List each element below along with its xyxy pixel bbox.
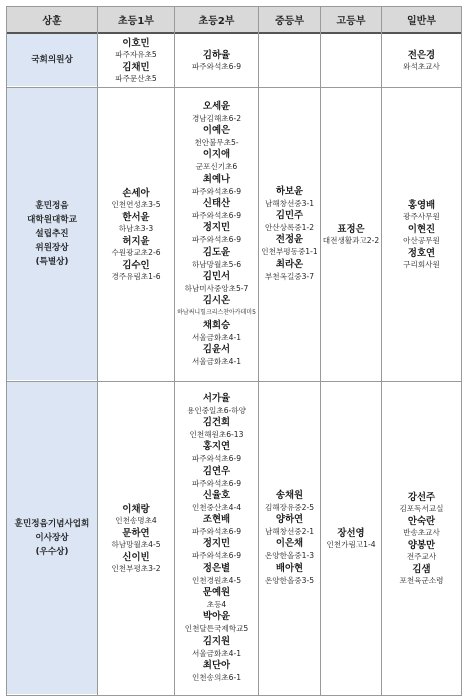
winner-entry <box>192 247 241 271</box>
winner-entry <box>192 636 241 660</box>
winner-entry <box>192 441 241 465</box>
winner-name: 김민서 <box>202 270 231 282</box>
winner-list-high <box>321 224 381 246</box>
winner-name: 정호연 <box>407 247 436 259</box>
winner-name: 허지윤 <box>122 235 150 247</box>
winner-entry <box>115 504 157 526</box>
winner-affiliation: 파주와석초6-9 <box>191 211 242 221</box>
header-award: 상훈 <box>7 7 97 32</box>
winner-name: 최단아 <box>202 659 231 671</box>
winner-affiliation: 구리회사원 <box>403 259 440 269</box>
winner-name: 전은경 <box>407 49 436 61</box>
winner-affiliation: 인천송명초4 <box>115 515 157 525</box>
winner-name: 김하율 <box>202 49 231 61</box>
winner-list-general <box>382 200 461 270</box>
winner-entry <box>192 538 241 562</box>
winner-entry <box>192 490 241 514</box>
winner-entry <box>407 540 436 562</box>
winner-affiliation: 용인중일초6-하양 <box>187 405 246 415</box>
winner-name: 양봉만 <box>407 539 436 551</box>
winner-name: 신율호 <box>202 489 231 501</box>
winner-entry <box>265 210 314 234</box>
winner-affiliation: 인천해원초6-13 <box>189 429 244 439</box>
winner-name: 이현진 <box>407 223 436 235</box>
winner-name: 배아현 <box>275 562 304 574</box>
winner-affiliation: 서울금화초4-1 <box>191 356 242 366</box>
winner-entry <box>192 101 241 125</box>
winner-name: 홍영배 <box>407 199 436 211</box>
winner-entry <box>185 611 249 635</box>
winner-entry <box>187 393 246 417</box>
winner-affiliation: 인천송의초6-1 <box>191 672 242 682</box>
winner-affiliation: 천안불무초5- <box>194 138 239 148</box>
winner-entry <box>265 259 314 283</box>
winner-entry <box>403 224 440 246</box>
winner-entry <box>192 222 241 246</box>
winner-entry <box>111 260 160 282</box>
header-high: 고등부 <box>321 7 381 32</box>
winner-name: 서가율 <box>202 392 231 404</box>
winner-affiliation: 인천경원초4-5 <box>191 575 242 585</box>
winner-name: 최라온 <box>275 258 304 270</box>
winner-name: 신이빈 <box>122 551 150 563</box>
winner-affiliation: 와석초교사 <box>403 61 440 71</box>
winner-affiliation: 파주와석초6-9 <box>191 454 242 464</box>
winner-affiliation: 남해창선중2-1 <box>264 527 315 537</box>
winner-name: 안숙란 <box>407 515 436 527</box>
winner-affiliation: 경주유림초1-6 <box>111 271 161 281</box>
winner-affiliation: 수원광교초2-6 <box>111 247 161 257</box>
winner-affiliation: 서울금화초4-1 <box>191 648 242 658</box>
winner-name: 조현배 <box>202 514 231 526</box>
winner-affiliation: 파주와석초6-9 <box>191 235 242 245</box>
winner-name: 한서윤 <box>122 211 150 223</box>
winner-name: 양하연 <box>275 514 304 526</box>
winner-name: 김건희 <box>202 416 231 428</box>
winner-affiliation: 인천부평초3-2 <box>111 563 161 573</box>
winner-name: 김연우 <box>202 465 231 477</box>
winner-name: 오세윤 <box>202 100 231 112</box>
winner-entry <box>192 466 241 490</box>
winner-list-elementary-2 <box>175 50 258 72</box>
winner-affiliation: 반송초교사 <box>403 527 440 537</box>
winner-name: 김수인 <box>122 259 150 271</box>
winner-affiliation: 파주자유초5 <box>115 49 157 59</box>
winner-entry <box>192 514 241 538</box>
winner-affiliation: 김해장유중2-5 <box>264 502 315 512</box>
winner-entry <box>265 538 314 562</box>
winner-name: 문하연 <box>122 527 150 539</box>
winner-name: 김도윤 <box>202 246 231 258</box>
winner-list-elementary-2 <box>175 101 258 368</box>
winner-affiliation: 부천옥길중3-7 <box>264 271 315 281</box>
winner-entry <box>261 234 317 258</box>
winner-entry <box>265 563 314 587</box>
winner-affiliation: 파주와석초6-9 <box>191 527 242 537</box>
winner-entry <box>403 248 440 270</box>
winner-affiliation: 인천중산초4-4 <box>191 502 242 512</box>
winner-entry <box>192 50 241 72</box>
winner-entry <box>196 149 238 173</box>
winner-entry <box>203 587 230 611</box>
winner-name: 표정은 <box>337 223 365 235</box>
winner-entry <box>265 186 314 210</box>
winner-list-elementary-2 <box>175 393 258 685</box>
winner-name: 송채원 <box>275 489 304 501</box>
winner-list-high <box>321 528 381 550</box>
winner-affiliation: 군포신기초6 <box>195 162 238 172</box>
winner-affiliation: 하남망월초4-5 <box>111 539 161 549</box>
award-label-national-assembly: 국회의원상 <box>7 34 97 86</box>
winner-name: 김샘 <box>412 563 431 575</box>
winner-name: 이지애 <box>202 149 231 161</box>
winner-name: 김윤서 <box>202 343 231 355</box>
winner-affiliation: 인천가림고1-4 <box>326 539 376 549</box>
winner-name: 하보윤 <box>275 185 304 197</box>
winner-list-middle <box>259 490 320 587</box>
winner-entry <box>403 200 440 222</box>
header-general: 일반부 <box>382 7 461 32</box>
award-label-excellence: 훈민정음기념사업회 이사장상 (우수상) <box>7 382 97 694</box>
winner-name: 문예원 <box>202 587 231 599</box>
winner-entry <box>323 224 379 246</box>
winner-affiliation: 파주와석초6-9 <box>191 551 242 561</box>
winner-entry <box>111 236 160 258</box>
winner-entry <box>192 174 241 198</box>
winner-entry <box>192 563 241 587</box>
winner-affiliation: 파주문산초5 <box>115 73 157 83</box>
winner-list-elementary-1 <box>98 504 174 574</box>
winner-name: 강선주 <box>407 491 436 503</box>
winner-name: 이예은 <box>202 125 231 137</box>
winner-affiliation: 아산공무원 <box>403 235 440 245</box>
winner-affiliation: 포천육군소령 <box>399 575 444 585</box>
winner-name: 김민주 <box>275 210 304 222</box>
winner-entry <box>265 490 314 514</box>
winner-name: 전정윤 <box>275 234 304 246</box>
winner-entry <box>403 50 440 72</box>
winner-list-general <box>382 50 461 72</box>
winner-name: 채희승 <box>202 319 231 331</box>
winner-affiliation: 광주사무원 <box>403 211 440 221</box>
winner-affiliation: 경남김해초6-2 <box>191 113 242 123</box>
winner-entry <box>111 188 160 210</box>
winner-affiliation: 하남초3-3 <box>118 223 154 233</box>
winner-entry <box>326 528 375 550</box>
winner-entry <box>185 271 249 295</box>
winner-entry <box>111 552 160 574</box>
winner-affiliation: 남해창선중3-1 <box>264 198 315 208</box>
winner-list-elementary-1 <box>98 38 174 84</box>
award-label-special: 훈민정음 대학원대학교 설립추진 위원장상 (특별상) <box>7 88 97 380</box>
winner-affiliation: 대전생활과고2-2 <box>322 235 380 245</box>
winner-name: 장선영 <box>337 527 365 539</box>
winner-list-general <box>382 492 461 586</box>
winner-affiliation: 온양한올중1-3 <box>264 551 315 561</box>
winner-entry <box>192 660 241 684</box>
winner-affiliation: 김포독서교실 <box>399 503 444 513</box>
winner-name: 정지민 <box>202 538 231 550</box>
winner-affiliation: 인천부평동중1-1 <box>261 247 318 257</box>
winner-affiliation: 온양한올중3-5 <box>264 575 315 585</box>
winner-affiliation: 인천달튼국제학교5 <box>184 624 249 634</box>
winner-entry <box>111 528 160 550</box>
winner-entry <box>399 564 443 586</box>
winner-entry <box>115 38 157 60</box>
winner-affiliation: 파주와석초6-9 <box>191 186 242 196</box>
winner-name: 박아윤 <box>202 611 231 623</box>
winner-entry <box>192 344 241 368</box>
winner-entry <box>119 212 153 234</box>
header-elementary-2: 초등2부 <box>175 7 258 32</box>
winner-affiliation: 하남써니힐크리스찬아카데미5 <box>177 309 256 317</box>
winner-affiliation: 인천연성초3-5 <box>111 199 161 209</box>
winner-affiliation: 안산상록중1-2 <box>264 223 315 233</box>
winner-affiliation: 하남미사중앙초5-7 <box>184 283 249 293</box>
winner-list-middle <box>259 186 320 283</box>
winner-entry <box>403 516 440 538</box>
winner-name: 최예나 <box>202 173 231 185</box>
winner-affiliation: 전주교사 <box>406 551 437 561</box>
winner-list-elementary-1 <box>98 188 174 282</box>
winner-entry <box>192 198 241 222</box>
winner-name: 정지민 <box>202 222 231 234</box>
winner-name: 손세아 <box>122 187 150 199</box>
winner-name: 김지원 <box>202 635 231 647</box>
winner-entry <box>399 492 443 514</box>
winner-name: 정은별 <box>202 562 231 574</box>
winner-entry <box>115 62 157 84</box>
winner-name: 이채랑 <box>122 503 150 515</box>
winner-name: 이호민 <box>122 37 150 49</box>
winner-entry <box>192 320 241 344</box>
winner-affiliation: 파주와석초6-9 <box>191 478 242 488</box>
winner-affiliation: 하남망월초5-6 <box>191 259 242 269</box>
winner-name: 김시온 <box>202 295 231 307</box>
winner-name: 신태산 <box>202 198 231 210</box>
winner-affiliation: 파주와석초6-9 <box>191 61 242 71</box>
winner-entry <box>265 514 314 538</box>
header-elementary-1: 초등1부 <box>98 7 174 32</box>
winner-name: 이은채 <box>275 538 304 550</box>
header-middle: 중등부 <box>259 7 320 32</box>
winner-entry <box>177 295 256 319</box>
winner-affiliation: 서울금화초4-1 <box>191 332 242 342</box>
winner-entry <box>190 417 244 441</box>
winner-name: 홍지연 <box>202 441 231 453</box>
winner-name: 김채민 <box>122 61 150 73</box>
winner-entry <box>194 125 238 149</box>
winner-affiliation: 초등4 <box>206 600 227 610</box>
